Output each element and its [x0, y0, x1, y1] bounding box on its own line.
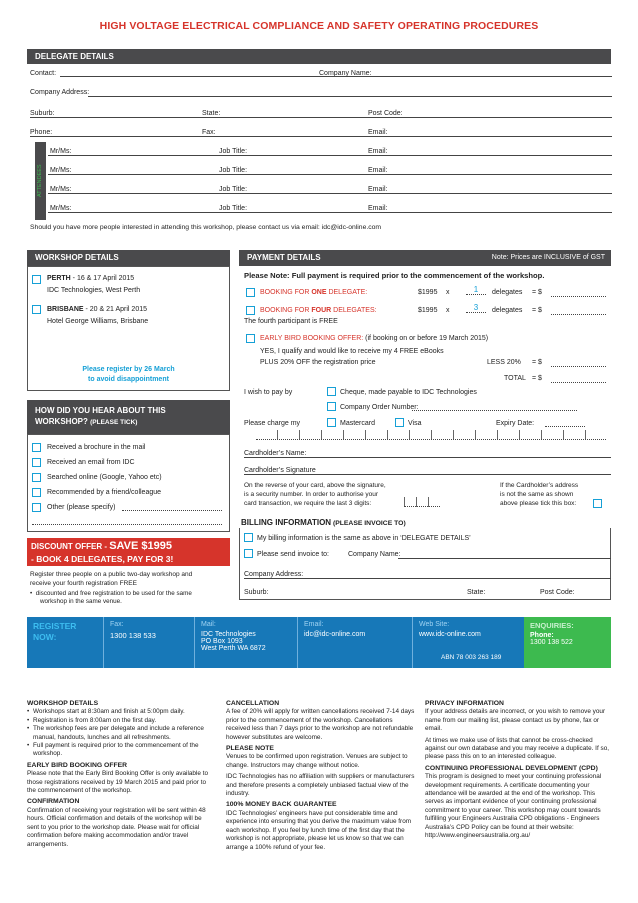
booking-four-label: [260, 307, 377, 314]
hear-option-2-checkbox[interactable]: [32, 458, 41, 467]
web-label: Web Site:: [419, 621, 450, 628]
attendee-3-job-title: Job Title:: [219, 186, 248, 193]
privacy-text: If your address details are incorrect, or you wish to remove your name from our mailing list, please contact us by phone, fax or email.: [425, 708, 606, 733]
suburb-label: Suburb:: [30, 110, 55, 117]
ebook-line2: PLUS 20% OFF the registration price: [260, 359, 376, 366]
brisbane-dates: - 20 & 21 April 2015: [83, 306, 147, 313]
web-address[interactable]: www.idc-online.com: [419, 631, 481, 638]
booking-one-amount[interactable]: [551, 296, 606, 297]
reverse-line3: card transaction, we require the last 3 digits:: [244, 500, 372, 507]
enquiries-cell: [524, 617, 611, 668]
more-people-note: Should you have more people interested in attending this workshop, please contact us via email: idc@idc-online.com: [30, 224, 382, 231]
pay-by-label: I wish to pay by: [244, 389, 293, 396]
billing-same-label: My billing information is the same as above in ‘DELEGATE DETAILS’: [257, 535, 471, 542]
info-column-3: [425, 697, 611, 841]
email-cell: [297, 617, 412, 668]
brisbane-line: [47, 306, 147, 313]
billing-heading-small: (PLEASE INVOICE TO): [331, 520, 406, 527]
attendee-3-mr-ms: Mr/Ms:: [50, 186, 72, 193]
hear-option-3-checkbox[interactable]: [32, 473, 41, 482]
contact-label: Contact:: [30, 70, 57, 77]
booking-one-price: $1995: [418, 289, 438, 296]
attendee-1-job-title: Job Title:: [219, 148, 248, 155]
company-name-label: Company Name:: [319, 70, 372, 77]
fax-number[interactable]: 1300 138 533: [110, 631, 156, 640]
discount-line2: - BOOK 4 DELEGATES, PAY FOR 3!: [31, 554, 174, 564]
attendee-1-email: Email:: [368, 148, 388, 155]
early-bird-info-heading: EARLY BIRD BOOKING OFFER: [27, 761, 128, 769]
cheque-label: Cheque, made payable to IDC Technologies: [340, 389, 477, 396]
hear-heading-line1: HOW DID YOU HEAR ABOUT THIS: [35, 406, 166, 415]
booking-four-checkbox[interactable]: [246, 306, 255, 315]
delegate-details-heading: DELEGATE DETAILS: [27, 49, 611, 64]
attendee-2-email: Email:: [368, 167, 388, 174]
billing-heading-text: BILLING INFORMATION: [241, 518, 332, 527]
fourth-free: The fourth participant is FREE: [244, 318, 338, 325]
booking-four-c: DELEGATES:: [331, 307, 377, 314]
cheque-checkbox[interactable]: [327, 387, 336, 396]
attendee-4-mr-ms: Mr/Ms:: [50, 205, 72, 212]
total-amount[interactable]: [551, 382, 606, 383]
discount-text2: receive your fourth registration FREE: [30, 580, 137, 587]
total-equals: = $: [532, 375, 542, 382]
total-label: TOTAL: [504, 375, 526, 382]
billing-send-checkbox[interactable]: [244, 549, 253, 558]
attendee-3-email: Email:: [368, 186, 388, 193]
workshop-info-list: [27, 708, 212, 758]
mastercard-checkbox[interactable]: [327, 418, 336, 427]
cpd-text: This program is designed to meet your continuing professional development requirements. A certificate documenting your attendance will be awarded at the end of the workshop. This serves as important evidence of your continuing professional commitment to your career. This workshop may count towards fulfilling your Engineers Australia CPD obligations - Engineers Australia’s CPD Policy can be found at their website: http://www.engineersaustralia.org.au/: [425, 773, 602, 840]
post-code-label: Post Code:: [368, 110, 403, 117]
attendee-1-mr-ms: Mr/Ms:: [50, 148, 72, 155]
workshop-details-heading: WORKSHOP DETAILS: [27, 250, 230, 266]
cardholder-name-field[interactable]: [244, 457, 611, 458]
hear-option-5: Other (please specify): [47, 504, 116, 511]
register-now-label: REGISTER NOW:: [33, 621, 77, 642]
cardholder-sig-label: Cardholder’s Signature: [244, 467, 316, 474]
hear-heading-line2-text: WORKSHOP?: [35, 417, 88, 426]
privacy-heading: PRIVACY INFORMATION: [425, 700, 504, 707]
guarantee-text: IDC Technologies’ engineers have put considerable time and experience into ensuring that you derive the maximum value from each workshop. If you feel by lunch time of the first day that the workshop is not appropriate, please let us know so that we can arrange a 100% refund of your fee.: [226, 809, 412, 851]
discount-bullet1: • discounted and free registration to be used for the same: [30, 590, 192, 597]
booking-four-price: $1995: [418, 307, 438, 314]
hear-option-1-checkbox[interactable]: [32, 443, 41, 452]
page-title: HIGH VOLTAGE ELECTRICAL COMPLIANCE AND SAFETY OPERATING PROCEDURES: [99, 20, 539, 32]
perth-dates: - 16 & 17 April 2015: [70, 275, 135, 282]
address-line2: is not the same as shown: [500, 491, 574, 498]
billing-company-name-field[interactable]: [398, 558, 611, 559]
info-column-1: [27, 697, 212, 849]
booking-four-b: FOUR: [311, 307, 332, 314]
perth-venue: IDC Technologies, West Perth: [47, 287, 141, 294]
enquiries-label: ENQUIRIES:: [530, 621, 574, 630]
discount-line1: [31, 540, 226, 553]
cardholder-sig-field[interactable]: [244, 474, 611, 475]
duplicates-text: At times we make use of lists that cannot be cross-checked against our own database and you may receive a duplicate. If so, please pass this on to an interested colleague.: [425, 736, 610, 761]
card-number-field[interactable]: [256, 430, 606, 440]
payment-details-heading: [239, 250, 611, 266]
gst-note: Note: Prices are INCLUSIVE of GST: [491, 254, 605, 261]
guarantee-heading: 100% MONEY BACK GUARANTEE: [226, 801, 337, 809]
register-now-cell: [27, 617, 103, 668]
visa-checkbox[interactable]: [395, 418, 404, 427]
company-order-label: Company Order Number:: [340, 404, 419, 411]
workshop-info-item: • Workshops start at 8:30am and finish at 5:00pm daily.: [27, 708, 212, 716]
early-bird-label: [260, 335, 488, 342]
billing-send-label: Please send invoice to:: [257, 551, 329, 558]
early-bird-black: (if booking on or before 19 March 2015): [363, 335, 489, 342]
attendees-label: ATTENDEES: [35, 142, 46, 220]
booking-four-amount[interactable]: [551, 314, 606, 315]
attendee-2-mr-ms: Mr/Ms:: [50, 167, 72, 174]
state-label: State:: [202, 110, 221, 117]
billing-post-code-label: Post Code:: [540, 589, 575, 596]
confirmation-text: Confirmation of receiving your registration will be sent within 48 hours. Official confirmation and details of the workshop will be sent to you prior to the workshop date. Please wait for official confirmation before making accommodation and/or travel arrangements.: [27, 806, 206, 848]
hear-heading-small: (PLEASE TICK): [90, 419, 138, 426]
phone-number[interactable]: 1300 138 522: [530, 639, 573, 646]
discount-amount: SAVE $1995: [109, 540, 173, 552]
booking-one-delegates: delegates: [492, 289, 523, 296]
discount-text1: Register three people on a public two-day workshop and: [30, 571, 193, 578]
affiliation-text: IDC Technologies has no affiliation with suppliers or manufacturers and therefore presents a completely unbiased factual view of the industry.: [226, 773, 415, 798]
register-by-line2: to avoid disappointment: [88, 376, 169, 383]
discount-bullet2: workshop in the same venue.: [40, 598, 122, 605]
email-label: Email:: [368, 129, 388, 136]
perth-line: [47, 275, 134, 282]
brisbane-checkbox[interactable]: [32, 305, 41, 314]
booking-one-a: BOOKING FOR: [260, 289, 312, 296]
less-label: LESS 20%: [487, 359, 521, 366]
full-payment-note: Please Note: Full payment is required prior to the commencement of the workshop.: [244, 271, 545, 280]
phone-field[interactable]: [30, 136, 612, 137]
suburb-field[interactable]: [30, 117, 612, 118]
hear-about-heading: [27, 400, 230, 434]
fax-label: Fax:: [202, 129, 216, 136]
workshop-info-item: • Registration is from 8:00am on the first day.: [27, 717, 212, 725]
discount-prefix: DISCOUNT OFFER -: [31, 542, 110, 551]
booking-one-label: [260, 289, 367, 296]
workshop-info-item: • Full payment is required prior to the commencement of the workshop.: [27, 742, 212, 759]
billing-heading: [241, 518, 406, 527]
mail-cell: [194, 617, 297, 668]
attendee-3-field[interactable]: [48, 193, 612, 194]
attendee-4-field[interactable]: [48, 212, 612, 213]
register-footer-bar: [27, 617, 611, 668]
fax-cell: [103, 617, 194, 668]
attendee-1-field[interactable]: [48, 155, 612, 156]
billing-state-label: State:: [467, 589, 486, 596]
mail-line3: West Perth WA 6872: [201, 645, 266, 652]
hear-other-field-2[interactable]: [32, 524, 222, 525]
attendee-2-job-title: Job Title:: [219, 167, 248, 174]
security-code-field[interactable]: [404, 497, 440, 507]
ebook-line1: YES, I qualify and would like to receive my 4 FREE eBooks: [260, 348, 444, 355]
early-bird-checkbox[interactable]: [246, 334, 255, 343]
company-order-checkbox[interactable]: [327, 402, 336, 411]
hear-option-1: Received a brochure in the mail: [47, 444, 146, 451]
less-equals: = $: [532, 359, 542, 366]
attendee-4-email: Email:: [368, 205, 388, 212]
hear-option-5-checkbox[interactable]: [32, 503, 41, 512]
company-address-field[interactable]: [88, 96, 612, 97]
register-by-line1: Please register by 26 March: [82, 366, 175, 373]
booking-four-delegates: delegates: [492, 307, 523, 314]
venues-text: Venues to be confirmed upon registration. Venues are subject to change. Instructors may change without notice.: [226, 753, 408, 769]
fax-label: Fax:: [110, 621, 124, 628]
reverse-line1: On the reverse of your card, above the signature,: [244, 482, 386, 489]
visa-label: Visa: [408, 420, 422, 427]
hear-option-4: Recommended by a friend/colleague: [47, 489, 162, 496]
perth-checkbox[interactable]: [32, 275, 41, 284]
mastercard-label: Mastercard: [340, 420, 376, 427]
early-bird-info-text: Please note that the Early Bird Booking Offer is only available to those registrations received by 19 March 2015 and paid prior to the commencement of the workshop.: [27, 770, 209, 795]
early-bird-red: EARLY BIRD BOOKING OFFER:: [260, 335, 364, 342]
contact-field[interactable]: [60, 76, 612, 77]
address-different-checkbox[interactable]: [593, 499, 602, 508]
phone-label: Phone:: [530, 632, 554, 639]
brisbane-venue: Hotel George Williams, Brisbane: [47, 318, 149, 325]
booking-one-equals: = $: [532, 289, 542, 296]
discount-banner: [27, 538, 230, 566]
phone-label: Phone:: [30, 129, 53, 136]
info-column-2: [226, 697, 416, 852]
mail-line2: PO Box 1093: [201, 638, 243, 645]
workshop-info-item: • The workshop fees are per delegate and include a reference manual, handouts, lunches and all refreshments.: [27, 725, 212, 742]
booking-four-a: BOOKING FOR: [260, 307, 312, 314]
booking-one-c: DELEGATE:: [326, 289, 368, 296]
booking-four-qty[interactable]: 3: [466, 303, 486, 313]
booking-one-b: ONE: [311, 289, 327, 296]
booking-four-x: x: [446, 307, 450, 314]
attendee-4-job-title: Job Title:: [219, 205, 248, 212]
cancellation-text: A fee of 20% will apply for written cancellations received 7-14 days prior to the commencement of the workshop. Cancellations received less than 7 days prior to the workshop are not refundable however substitutes are welcome.: [226, 708, 415, 741]
discount-bullet1-text: discounted and free registration to be used for the same: [35, 590, 192, 597]
billing-same-checkbox[interactable]: [244, 533, 253, 542]
expiry-field[interactable]: [545, 426, 585, 427]
company-order-field[interactable]: [412, 410, 577, 411]
workshop-info-heading: WORKSHOP DETAILS: [27, 700, 99, 707]
booking-four-equals: = $: [532, 307, 542, 314]
billing-company-address-label: Company Address:: [244, 571, 304, 578]
email-label: Email:: [304, 621, 324, 628]
charge-my-label: Please charge my: [244, 420, 301, 427]
less-amount[interactable]: [551, 366, 606, 367]
brisbane-title: BRISBANE: [47, 306, 84, 313]
billing-company-address-field[interactable]: [244, 578, 611, 579]
billing-company-name-label: Company Name:: [348, 551, 401, 558]
payment-heading-text: PAYMENT DETAILS: [247, 253, 321, 262]
abn: ABN 78 003 263 189: [441, 654, 502, 661]
web-cell: [412, 617, 524, 668]
hear-option-4-checkbox[interactable]: [32, 488, 41, 497]
hear-option-3: Searched online (Google, Yahoo etc): [47, 474, 162, 481]
booking-one-x: x: [446, 289, 450, 296]
company-address-label: Company Address:: [30, 89, 90, 96]
hear-option-2: Received an email from IDC: [47, 459, 135, 466]
mail-label: Mail:: [201, 621, 216, 628]
address-line3: above please tick this box:: [500, 500, 577, 507]
booking-one-qty[interactable]: 1: [466, 285, 486, 295]
confirmation-heading: CONFIRMATION: [27, 798, 80, 806]
cardholder-name-label: Cardholder’s Name:: [244, 450, 307, 457]
perth-title: PERTH: [47, 275, 71, 282]
hear-heading-line2: [35, 416, 222, 428]
billing-suburb-label: Suburb:: [244, 589, 269, 596]
email-address[interactable]: idc@idc-online.com: [304, 631, 366, 638]
hear-other-field[interactable]: [122, 510, 222, 511]
attendee-2-field[interactable]: [48, 174, 612, 175]
expiry-label: Expiry Date:: [496, 420, 535, 427]
cancellation-heading: CANCELLATION: [226, 700, 280, 707]
cpd-heading: CONTINUING PROFESSIONAL DEVELOPMENT (CPD): [425, 764, 598, 772]
please-note-heading: PLEASE NOTE: [226, 745, 274, 753]
booking-one-checkbox[interactable]: [246, 288, 255, 297]
address-line1: If the Cardholder’s address: [500, 482, 579, 489]
reverse-line2: is a security number. In order to authorise your: [244, 491, 379, 498]
mail-line1: IDC Technologies: [201, 631, 256, 638]
